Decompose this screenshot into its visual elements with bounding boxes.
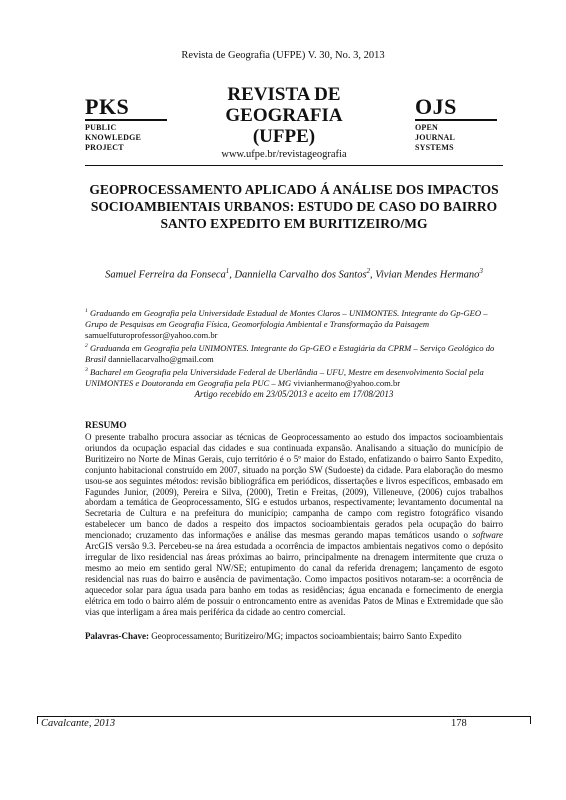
author-name: Vivian Mendes Hermano [375,269,480,281]
pks-logo-line-3: PROJECT [85,143,124,152]
footnote-item [85,341,503,365]
pks-logo [85,96,167,153]
author-list: Samuel Ferreira da Fonseca$^1$, Danniella Carvalho dos Santos$^2$, Vivian Mendes Hermano$^3$ [105,268,483,281]
pks-logo-rule [85,119,167,121]
received-date: Artigo recebido em 23/05/2013 e aceito em 17/08/2013 [194,389,394,399]
ojs-logo-line-1: OPEN [415,123,439,132]
journal-title-line-1: REVISTA DE [227,84,341,105]
author-sup: 1 [225,268,230,275]
footnote-sup: 2 [85,342,88,349]
footnote-email[interactable]: vivianhermano@yahoo.com.br [293,377,401,388]
author-sup: 3 [479,268,483,275]
paper-title: GEOPROCESSAMENTO APLICADO Á ANÁLISE DOS IMPACTOS SOCIOAMBIENTAIS URBANOS: ESTUDO DE CASO DO BAIRRO SANTO EXPEDITO EM BURITIZEIRO/MG [89,182,499,231]
footnote-email[interactable]: samuelfuturoprofessor@yahoo.com.br [85,329,218,340]
footnote-item [85,365,503,389]
footer-rule-right-tick [530,716,531,724]
abstract-part-1: O presente trabalho procura associar as técnicas de Geoprocessamento ao estudo dos impactos socioambientais oriundos da ocupação espacial das cidades e sua continuada expansão. Analisando a situação do município de Buritizeiro no Norte de Minas Gerais, cujo território é o 5º maior do Estado, enfatizando o bairro Santo Expedito, conjunto habitacional construído em 2007, situado na porção SW (Sudoeste) da cidade. Para elaboração do mesmo usou-se aos seguintes métodos: revisão bibliográfica em periódicos, dissertações e livros específicos, embasado em Fagundes Junior, (2009), Pereira e Silva, (2000), Tretin e Freitas, (2009), Villeneuve, (2006) cujos trabalhos abordam a temática de Geoprocessamento, SIG e estudos urbanos, respectivamente; levantamento documental na Secretaria de Cultura e na prefeitura do município; campanha de campo com registro fotográfico visando estabelecer um banco de dados a respeito dos impactos socioambientais gerados pela ocupação do bairro mencionado; cruzamento das informações e análise das mesmas gerando mapas temáticos usando o [85,432,503,541]
ojs-logo-text: OJS [415,94,457,119]
ojs-logo [415,96,497,153]
footer-rule-left-tick [37,716,38,724]
page-number: 178 [451,718,467,729]
footer-rule [37,716,530,717]
journal-title [196,84,372,147]
author-sup: 2 [366,268,370,275]
author-footnotes [85,306,503,389]
pks-logo-line-2: KNOWLEDGE [85,133,142,142]
abstract-software-term: software [472,530,503,541]
footer-author: Cavalcante, 2013 [41,718,116,729]
journal-citation: Revista de Geografia (UFPE) V. 30, No. 3, 2013 [181,50,385,61]
keywords-label: Palavras-Chave: [85,631,149,641]
page-footer [37,706,530,728]
ojs-logo-rule [415,119,497,121]
ojs-logo-line-2: JOURNAL [415,133,456,142]
journal-title-line-2: GEOGRAFIA [225,105,343,126]
author-name: Samuel Ferreira da Fonseca [105,269,226,281]
ojs-logo-line-3: SYSTEMS [415,143,454,152]
footnote-text: Bacharel em Geografia pela Universidade Federal de Uberlândia – UFU, Mestre em desenvolvimento Social pela UNIMONTES e Doutoranda em Geografia pela PUC – MG [85,366,484,388]
footnote-sup: 1 [85,308,88,314]
footnote-text: Graduando em Geografia pela Universidade Estadual de Montes Claros – UNIMONTES. Integrante do Gp-GEO – Grupo de Pesquisas em Geografia Física, Geomorfologia Ambiental e Transformação da Paisagem [85,307,488,329]
pks-logo-line-1: PUBLIC [85,123,117,132]
footnote-item [85,306,503,341]
pks-logo-text: PKS [85,94,130,119]
footnote-email[interactable]: danniellacarvalho@gmail.com [108,353,214,364]
keywords [85,631,503,642]
header-divider [85,165,503,166]
footnote-sup: 3 [85,366,88,373]
keywords-list: Geoprocessamento; Buritizeiro/MG; impactos socioambientais; bairro Santo Expedito [149,631,462,641]
journal-website-link[interactable]: www.ufpe.br/revistageografia [221,149,347,160]
footnote-text: Graduanda em Geografia pela UNIMONTES. Integrante do Gp-GEO e Estagiária da CPRM – Serviço Geológico do Brasil [85,342,495,364]
abstract-text [85,432,503,617]
abstract-part-2: ArcGIS versão 9.3. Percebeu-se na área estudada a ocorrência de impactos ambientais negativos como o depósito irregular de lixo residencial nas áreas próximas ao bairro, principalmente na drenagem intermitente que cruza o mesmo ao meio em sentido geral NW/SE; entupimento do canal da referida drenagem; lançamento de esgoto residencial nas ruas do bairro e ausência de pavimentação. Como impactos positivos notaram-se: a ocorrência de aquecedor solar para água usada para banho em todas as residências; água encanada e fornecimento de energia elétrica em todo o bairro além de possuir o entroncamento entre as avenidas Patos de Minas e Extremidade que são vias que interligam a área mais periférica da cidade ao centro comercial. [85,541,503,617]
abstract-heading: RESUMO [85,421,127,431]
author-name: Danniella Carvalho dos Santos [234,269,367,281]
journal-title-line-3: (UFPE) [252,126,316,147]
